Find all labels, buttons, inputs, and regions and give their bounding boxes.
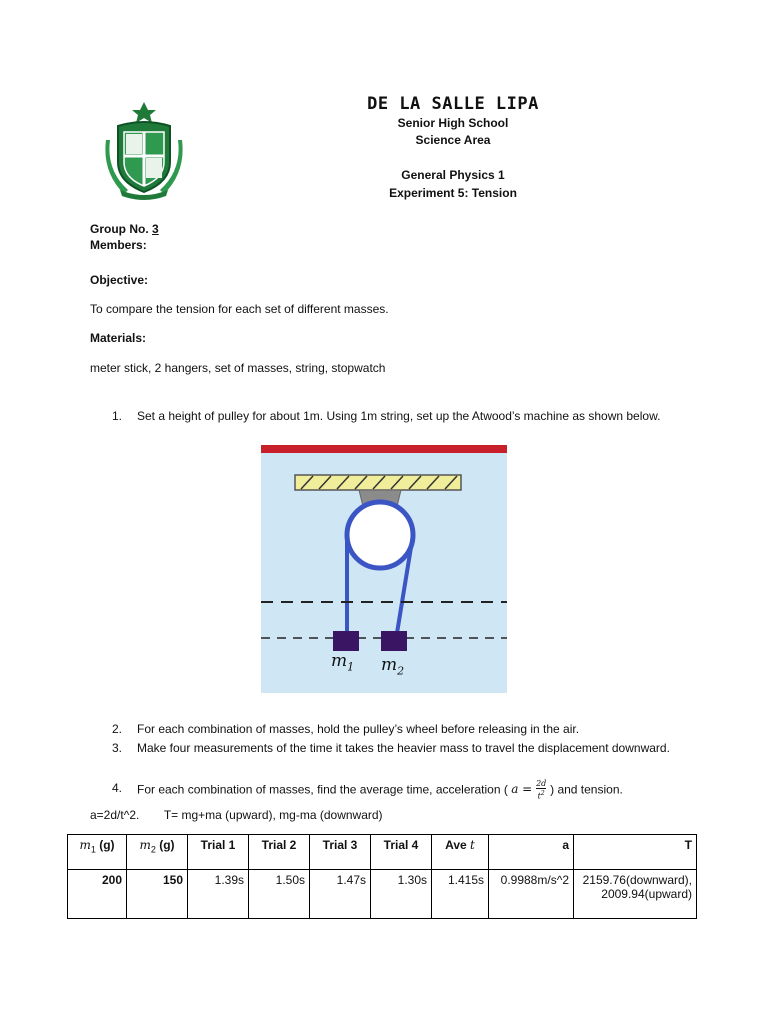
cell-trial-4: 1.30s	[371, 870, 432, 919]
header-m1: $m_1$ (g)	[68, 835, 127, 870]
cell-m2: 150	[127, 870, 188, 919]
table-header-row	[68, 835, 697, 870]
cell-trial-1: 1.39s	[188, 870, 249, 919]
equations-line: a=2d/t^2. T= mg+ma (upward), mg-ma (downward)	[90, 808, 383, 822]
header-trial-1: Trial 1	[188, 835, 249, 870]
group-number: Group No. 3	[90, 222, 159, 236]
step-3: 3. Make four measurements of the time it takes the heavier mass to travel the displacement downward.	[112, 741, 670, 755]
header-trial-4: Trial 4	[371, 835, 432, 870]
header-T: T	[574, 835, 697, 870]
acceleration-formula: a = $\frac{2d}{t^2}$	[511, 779, 547, 801]
step-2: 2. For each combination of masses, hold the pulley’s wheel before releasing in the air.	[112, 722, 580, 736]
cell-trial-2: 1.50s	[249, 870, 310, 919]
experiment-title: Experiment 5: Tension	[389, 186, 517, 200]
mass-1-label: $m_1$	[331, 651, 355, 674]
mass-2-label: $m_2$	[381, 655, 405, 678]
cell-ave: 1.415s	[432, 870, 489, 919]
cell-m1: 200	[68, 870, 127, 919]
cell-a: 0.9988m/s^2	[489, 870, 574, 919]
header-ave-t: Ave t	[432, 835, 489, 870]
school-area: Science Area	[415, 133, 491, 147]
cell-T: 2159.76(downward), 2009.94(upward)	[574, 870, 697, 919]
cell-trial-3: 1.47s	[310, 870, 371, 919]
course-title: General Physics 1	[401, 168, 505, 182]
header-trial-3: Trial 3	[310, 835, 371, 870]
materials-text: meter stick, 2 hangers, set of masses, string, stopwatch	[90, 361, 386, 375]
materials-heading: Materials:	[90, 331, 147, 345]
header-m2: $m_2$ (g)	[127, 835, 188, 870]
school-level: Senior High School	[397, 116, 509, 130]
objective-heading: Objective:	[90, 273, 149, 287]
objective-text: To compare the tension for each set of different masses.	[90, 302, 389, 316]
results-table	[67, 834, 697, 919]
step-1: 1. Set a height of pulley for about 1m. Using 1m string, set up the Atwood’s machine as shown below.	[112, 409, 661, 423]
header-trial-2: Trial 2	[249, 835, 310, 870]
school-crest-logo	[104, 100, 184, 200]
header-a: a	[489, 835, 574, 870]
table-row	[68, 870, 697, 919]
school-name: DE LA SALLE LIPA	[367, 94, 539, 114]
members-label: Members:	[90, 238, 147, 252]
step-4: 4. For each combination of masses, find the average time, acceleration ( a = $\frac{2d}{t^2}$ ) and tension.	[112, 779, 623, 801]
atwood-machine-diagram	[261, 445, 507, 693]
